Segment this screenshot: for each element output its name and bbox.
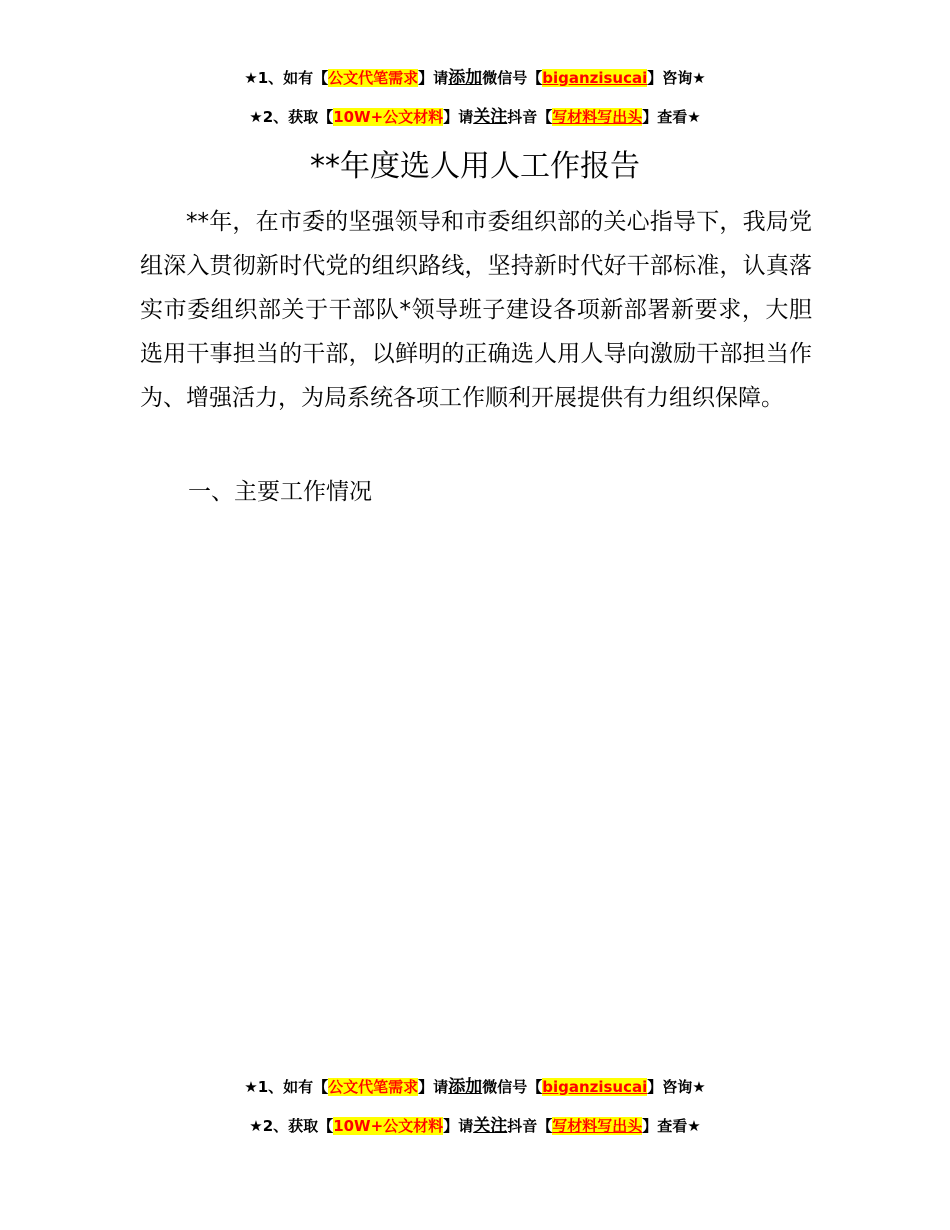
banner-text: ★2、获取【 xyxy=(249,108,334,126)
banner-text: 抖音【 xyxy=(507,1117,553,1135)
banner-highlight: 公文代笔需求 xyxy=(328,1078,419,1096)
body-paragraph: **年，在市委的坚强领导和市委组织部的关心指导下，我局党组深入贯彻新时代党的组织路线，坚持新时代好干部标准，认真落实市委组织部关于干部队*领导班子建设各项新部署新要求，大胆选用干事担当的干部，以鲜明的正确选人用人导向激励干部担当作为、增强活力，为局系统各项工作顺利开展提供有力组织保障。 xyxy=(140,209,812,411)
footer-banner-line2 xyxy=(0,1116,950,1136)
banner-text: 微信号【 xyxy=(482,69,543,87)
footer-banner-line1 xyxy=(0,1077,950,1097)
banner-text: ★2、获取【 xyxy=(249,1117,334,1135)
banner-text: ★1、如有【 xyxy=(244,1078,329,1096)
banner-text: 抖音【 xyxy=(507,108,553,126)
banner-wechat-id: biganzisucai xyxy=(542,1078,648,1096)
banner-text: 】查看★ xyxy=(642,1117,701,1135)
banner-text: 】请 xyxy=(418,1078,449,1096)
document-title: **年度选人用人工作报告 xyxy=(310,149,640,184)
banner-douyin-id: 写材料写出头 xyxy=(552,1117,643,1135)
banner-text: 】咨询★ xyxy=(647,1078,706,1096)
banner-wechat-id: biganzisucai xyxy=(542,69,648,87)
header-banner-line2 xyxy=(0,107,950,127)
banner-text: 微信号【 xyxy=(482,1078,543,1096)
header-banner-line1 xyxy=(0,68,950,88)
banner-highlight: 公文代笔需求 xyxy=(328,69,419,87)
banner-highlight: 10W+公文材料 xyxy=(333,1117,444,1135)
banner-emphasis: 关注 xyxy=(473,1116,508,1136)
banner-douyin-id: 写材料写出头 xyxy=(552,108,643,126)
banner-text: 】请 xyxy=(418,69,449,87)
banner-text: 】查看★ xyxy=(642,108,701,126)
banner-highlight: 10W+公文材料 xyxy=(333,108,444,126)
banner-text: ★1、如有【 xyxy=(244,69,329,87)
section-heading: 一、主要工作情况 xyxy=(188,479,372,505)
banner-emphasis: 添加 xyxy=(448,68,483,88)
banner-text: 】请 xyxy=(443,108,474,126)
banner-text: 】咨询★ xyxy=(647,69,706,87)
banner-emphasis: 添加 xyxy=(448,1077,483,1097)
banner-text: 】请 xyxy=(443,1117,474,1135)
banner-emphasis: 关注 xyxy=(473,107,508,127)
